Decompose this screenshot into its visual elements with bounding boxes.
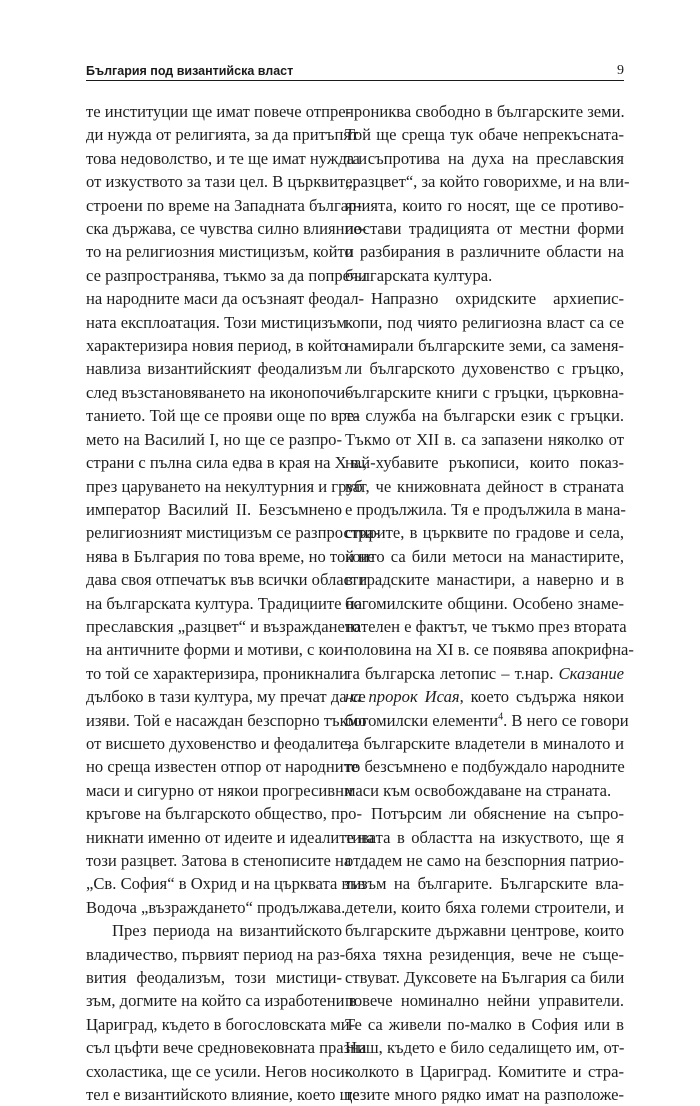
text-line: тизъм на българите. Българските вла- <box>345 874 624 894</box>
text-line: строени по време на Западната българ- <box>86 195 362 215</box>
text-line: нателен е фактът, че тъкмо през втората <box>345 616 627 636</box>
text-line: Потърсим ли обяснение на съпро- <box>371 804 624 824</box>
text-line: през царуването на некултурния и груб <box>86 476 363 496</box>
text-line: постави традицията от местни форми <box>345 219 624 239</box>
text-line: „Св. София“ в Охрид и на църквата във <box>86 874 366 894</box>
text-line: ствуват. Дуксовете на България са били <box>345 968 625 988</box>
text-line <box>345 709 629 732</box>
text-line: богомилските общини. Особено знаме- <box>345 593 624 613</box>
paragraph-left-2 <box>86 919 367 1106</box>
text-line: вития феодализъм, този мистици- <box>86 968 342 988</box>
text-line: копи, под чиято религиозна власт са се <box>345 312 624 332</box>
text-line: дълбоко в тази култура, му пречат да се <box>86 687 366 707</box>
text-line: колкото в Цариград. Комитите и стра- <box>345 1061 624 1081</box>
text-line: „разцвет“, за който говорихме, и на вли- <box>345 172 630 192</box>
text-line: от изкуството за тази цел. В църквите, <box>86 172 357 192</box>
running-header <box>86 60 624 80</box>
text-line: император Василий II. Безсъмнено <box>86 499 342 519</box>
text-line: най-хубавите ръкописи, които показ- <box>345 453 624 473</box>
text-line: на българската култура. Традициите на <box>86 593 362 613</box>
text-line: прониква свободно в българските земи. <box>345 102 625 121</box>
text-line: повече номинално нейни управители. <box>345 991 624 1011</box>
text-line: религиозният мистицизъм се разпростра- <box>86 523 380 543</box>
text-run: та българска летопис – т.нар. <box>345 663 559 683</box>
text-line: преславския „разцвет“ и възраждането <box>86 616 361 636</box>
text-line: Ниш, където е било седалището им, от- <box>345 1038 625 1058</box>
text-line: и разбирания в различните области на <box>345 242 624 262</box>
text-line: то на религиозния мистицизъм, който <box>86 242 353 262</box>
text-line: Тъкмо от XII в. са запазени няколко от <box>345 429 624 449</box>
text-line: детели, които бяха големи строители, и <box>345 897 624 917</box>
left-column <box>86 100 380 1106</box>
text-line: владичество, първият период на раз- <box>86 944 346 964</box>
text-line: страни с пълна сила едва в края на X в., <box>86 453 367 473</box>
text-line: янията, които го носят, ще се противо- <box>345 195 624 215</box>
text-line: нява в България по това време, но той не <box>86 546 375 566</box>
text-line <box>345 662 624 685</box>
italic-title: Сказание <box>558 663 624 683</box>
text-line: половина на XI в. се появява апокрифна- <box>345 640 634 660</box>
text-line: на народните маси да осъзнаят феодал- <box>86 289 365 309</box>
text-line: но среща известен отпор от народните <box>86 757 359 777</box>
text-line: мето на Василий I, но ще се разпро- <box>86 429 342 449</box>
text-line: ди нужда от религията, за да притъпят <box>86 125 359 145</box>
text-line: съл цъфти вече средновековната празна <box>86 1038 367 1058</box>
text-line: за българските владетели в миналото и <box>345 733 624 753</box>
text-line: намирали българските земи, са заменя- <box>345 336 624 356</box>
italic-title: на пророк Исая <box>345 687 460 707</box>
text-line: българските книги с гръцки, църковна- <box>345 382 624 402</box>
text-line: стирите, в църквите по градове и села, <box>345 523 624 543</box>
text-line: кръгове на българското общество, про- <box>86 804 363 824</box>
text-line: изяви. Той е насаждан безспорно тъкмо <box>86 710 367 730</box>
text-line: българската култура. <box>345 265 493 285</box>
text-line: които са били метоси на манастирите, <box>345 546 624 566</box>
text-line: маси към освобождаване на страната. <box>345 780 612 800</box>
text-line: то безсъмнено е подбуждало народните <box>345 757 625 777</box>
text-line: те институции ще имат повече отпре- <box>86 102 352 121</box>
text-run: , което съдържа някои <box>459 687 624 707</box>
text-line: в градските манастири, а наверно и в <box>345 570 624 590</box>
text-line: дава своя отпечатък във всички области <box>86 570 368 590</box>
text-line: ната експлоатация. Този мистицизъм <box>86 312 347 332</box>
text-line: този разцвет. Затова в стенописите на <box>86 851 352 870</box>
running-header-title: България под византийска власт <box>86 64 294 78</box>
text-line: та съпротива на духа на преславския <box>345 148 624 168</box>
text-line: бяха тяхна резиденция, вече не съще- <box>345 944 624 964</box>
text-line: Водоча „възраждането“ продължава. <box>86 897 346 917</box>
text-line: схоластика, ще се усили. Негов носи- <box>86 1061 351 1081</box>
text-line: на античните форми и мотиви, с кои- <box>86 640 349 660</box>
text-line: отдадем не само на безспорния патрио- <box>345 851 625 870</box>
text-line: това недоволство, и те ще имат нужда и <box>86 148 368 168</box>
text-line: Те са живели по-малко в София или в <box>345 1014 624 1034</box>
text-line: се разпространява, тъкмо за да попречи <box>86 265 367 285</box>
header-rule <box>86 80 624 81</box>
text-line: танието. Той ще се прояви още по вре- <box>86 406 360 426</box>
text-run: . В него се говори <box>503 710 629 730</box>
paragraph-right-1 <box>345 100 630 287</box>
text-line: та служба на български език с гръцки. <box>345 406 624 426</box>
text-line: никнати именно от идеите и идеалите на <box>86 827 375 847</box>
text-line: ват, че книжовната дейност в страната <box>345 476 624 496</box>
text-line: ска държава, се чувства силно влияние- <box>86 219 367 239</box>
text-line: През периода на византийското <box>112 921 342 941</box>
text-line <box>345 685 624 708</box>
text-line: след възстановяването на иконопочи- <box>86 382 351 402</box>
text-line: тивата в областта на изкуството, ще я <box>345 827 624 847</box>
text-line: тел е византийското влияние, което ще <box>86 1085 360 1105</box>
text-run: богомилски елементи <box>345 710 499 730</box>
text-line: зъм, догмите на който са изработени в <box>86 991 357 1011</box>
text-line: тезите много рядко имат на разположе- <box>345 1085 624 1105</box>
text-line: ли българското духовенство с гръцко, <box>345 359 624 379</box>
text-line: то той се характеризира, проникнали <box>86 663 348 683</box>
text-line: е продължила. Тя е продължила в мана- <box>345 499 626 519</box>
paragraph-left-1 <box>86 100 380 919</box>
page-number: 9 <box>617 63 624 78</box>
text-line: характеризира новия период, в който <box>86 336 348 356</box>
right-column <box>345 100 634 1106</box>
text-line: Напразно охридските архиепис- <box>371 289 624 309</box>
text-line: навлиза византийският феодализъм <box>86 359 342 379</box>
text-line: Той ще среща тук обаче непрекъсната- <box>345 125 624 145</box>
footnote-reference[interactable]: 4 <box>498 711 504 723</box>
text-line: от висшето духовенство и феодалите, <box>86 733 352 753</box>
paragraph-right-2 <box>345 287 634 802</box>
text-line: българските държавни центрове, които <box>345 921 624 941</box>
text-line: Цариград, където в богословската ми- <box>86 1014 356 1034</box>
paragraph-right-3 <box>345 802 624 1106</box>
text-line: маси и сигурно от някои прогресивни <box>86 780 353 800</box>
